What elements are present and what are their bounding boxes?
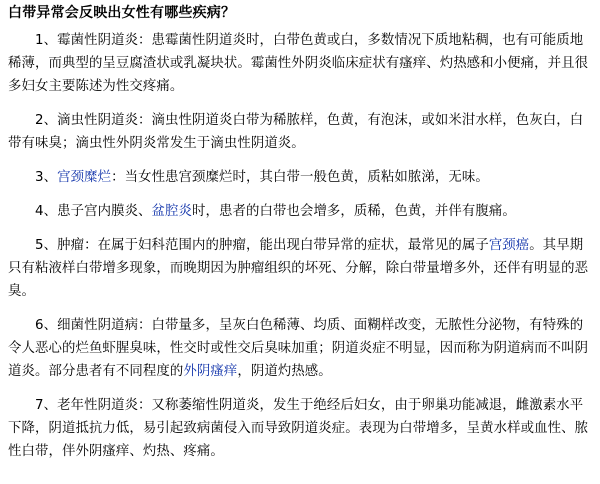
paragraph-text: 3、 [35, 170, 58, 185]
article-paragraph [8, 166, 592, 189]
paragraph-text: ：当女性患宫颈糜烂时，其白带一般色黄，质粘如脓涕，无味。 [111, 170, 489, 185]
keyword-link[interactable]: 宫颈糜烂 [57, 170, 112, 185]
article-paragraph [8, 394, 592, 463]
paragraph-text: 1、霉菌性阴道炎：患霉菌性阴道炎时，白带色黄或白，多数情况下质地粘稠，也有可能质地稀薄，而典型的呈豆腐渣状或乳凝块状。霉菌性外阴炎临床症状有瘙痒、灼热感和小便痛，并且很多妇女主要陈述为性交疼痛。 [8, 33, 589, 94]
paragraph-text: 4、患子宫内膜炎、 [35, 204, 152, 219]
article-paragraph [8, 200, 592, 223]
article-paragraph [8, 29, 592, 98]
article-title: 白带异常会反映出女性有哪些疾病？ [8, 5, 236, 21]
keyword-link[interactable]: 外阴瘙痒 [183, 364, 238, 379]
paragraph-text: 6、细菌性阴道病：白带量多，呈灰白色稀薄、均质、面糊样改变，无脓性分泌物，有特殊的令人恶心的烂鱼虾腥臭味，性交时或性交后臭味加重；阴道炎症不明显，因而称为阴道病而不叫阴道炎。部分患者有不同程度的 [8, 318, 589, 379]
keyword-link[interactable]: 宫颈癌 [488, 238, 530, 253]
paragraph-text: 2、滴虫性阴道炎：滴虫性阴道炎白带为稀脓样，色黄，有泡沫，或如米泔水样，色灰白，白带有味臭；滴虫性外阴炎常发生于滴虫性阴道炎。 [8, 113, 584, 151]
article-body [8, 29, 592, 463]
keyword-link[interactable]: 盆腔炎 [151, 204, 193, 219]
paragraph-text: 时，患者的白带也会增多，质稀，色黄，并伴有腹痛。 [192, 204, 516, 219]
article-paragraph [8, 314, 592, 383]
paragraph-text: 7、老年性阴道炎：又称萎缩性阴道炎，发生于绝经后妇女，由于卵巢功能减退，雌激素水平下降，阴道抵抗力低，易引起致病菌侵入而导致阴道炎症。表现为白带增多，呈黄水样或血性、脓性白带，伴外阴瘙痒、灼热、疼痛。 [8, 398, 589, 459]
article-paragraph [8, 234, 592, 303]
paragraph-text: 5、肿瘤：在属于妇科范围内的肿瘤，能出现白带异常的症状，最常见的属子 [35, 238, 489, 253]
paragraph-text: 。其早期只有粘液样白带增多现象，而晚期因为肿瘤组织的坏死、分解，除白带量增多外，还伴有明显的恶臭。 [8, 238, 589, 299]
paragraph-text: ，阴道灼热感。 [237, 364, 332, 379]
article-paragraph [8, 109, 592, 155]
